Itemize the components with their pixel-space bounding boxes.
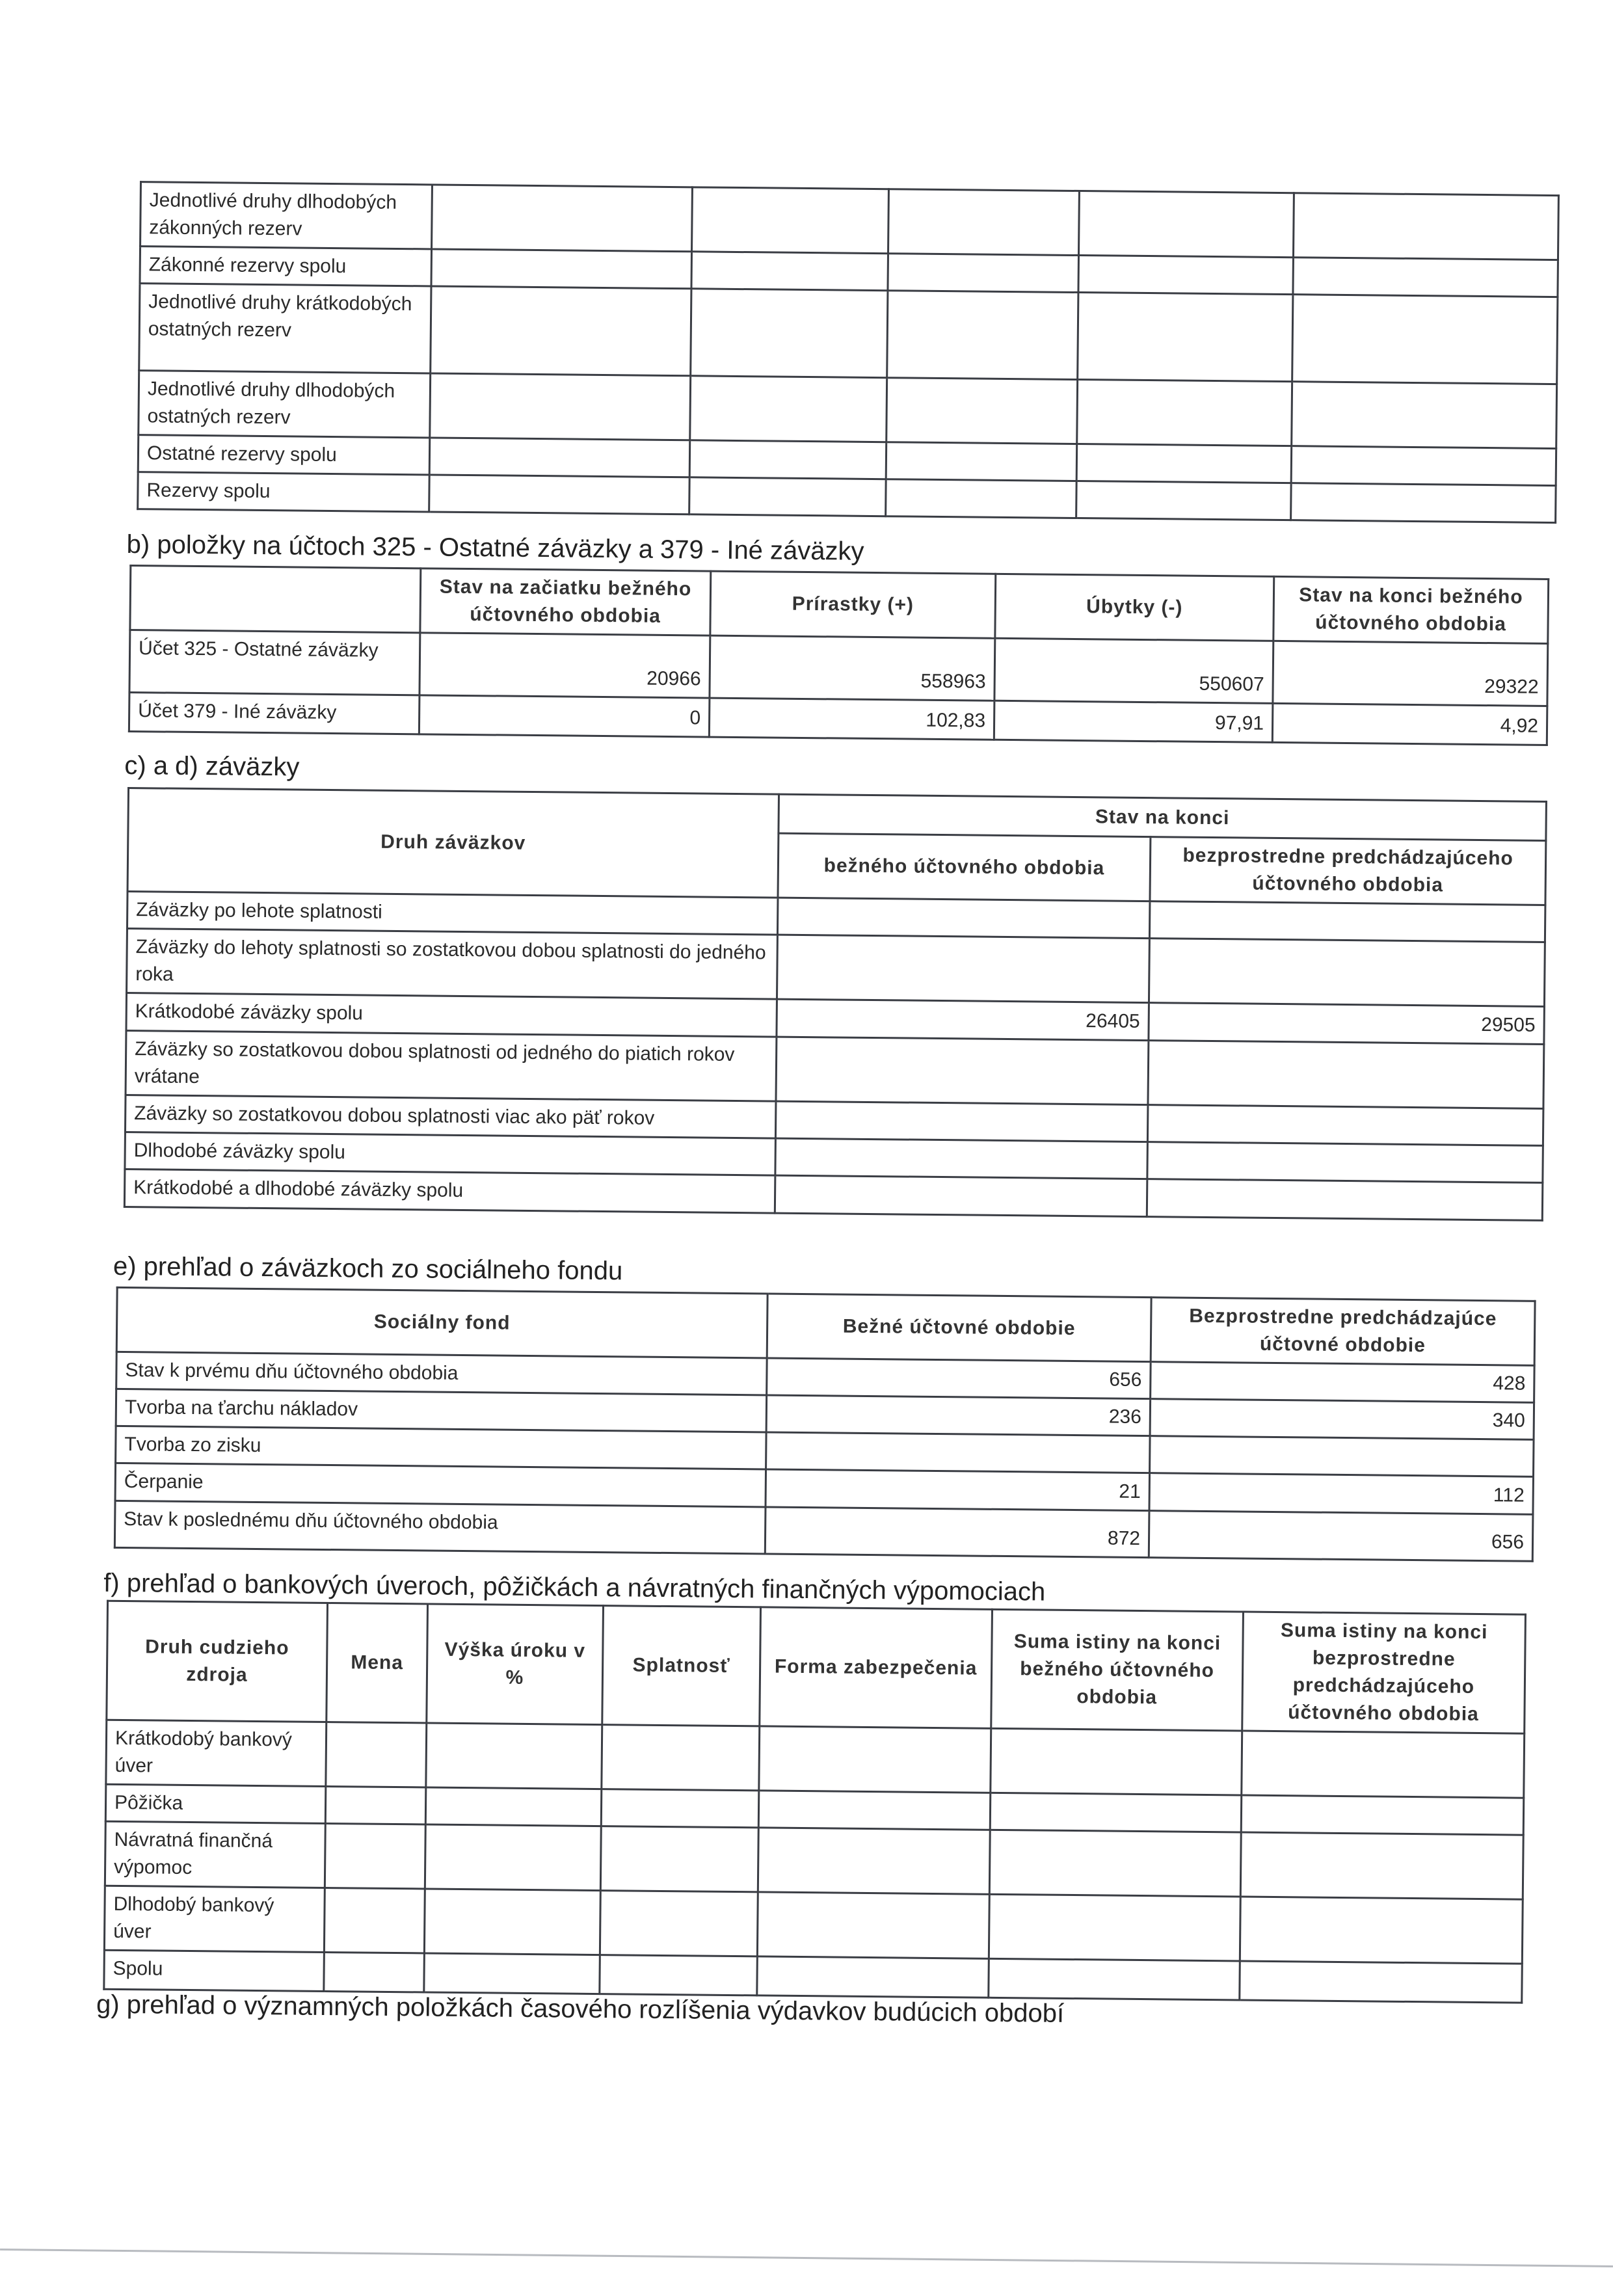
row-label: Krátkodobý bankový úver [106,1720,327,1786]
value-cell: 236 [766,1395,1151,1436]
accounts-325-379-table [128,565,1549,746]
section-b-block [128,565,1549,746]
value-cell: 550607 [994,638,1273,703]
header-liability-type: Druh záväzkov [127,788,779,898]
header-increases: Prírastky (+) [710,571,996,638]
value-cell: 26405 [777,999,1149,1040]
row-label: Dlhodobé záväzky spolu [125,1132,776,1175]
header-source-type: Druh cudzieho zdroja [107,1601,328,1722]
row-label: Jednotlivé druhy dlhodobých zákonných rezerv [140,182,433,249]
row-label: Stav k prvému dňu účtovného obdobia [116,1352,767,1395]
section-b-heading: b) položky na účtoch 325 - Ostatné záväzky a 379 - Iné záväzky [126,529,864,566]
header-decreases: Úbytky (-) [995,574,1274,641]
value-cell: 21 [766,1469,1150,1511]
header-closing-state: Stav na konci [779,794,1547,840]
header-interest-rate: Výška úroku v % [427,1604,604,1725]
row-label: Tvorba zo zisku [116,1426,767,1469]
section-f-heading: f) prehľad o bankových úveroch, pôžičkách a návratných finančných výpomociach [103,1568,1046,1607]
value-cell: 4,92 [1272,703,1547,745]
header-maturity: Splatnosť [602,1606,761,1726]
section-e-block [114,1287,1536,1562]
header-previous-period: bezprostredne predchádzajúceho účtovného obdobia [1150,837,1546,905]
reserves-table-block [137,181,1560,524]
value-cell: 872 [765,1507,1149,1558]
value-cell: 428 [1151,1362,1535,1403]
value-cell: 29505 [1149,1003,1545,1045]
table-header-row [107,1601,1526,1733]
header-collateral: Forma zabezpečenia [760,1607,993,1728]
row-label: Čerpanie [115,1463,766,1507]
value-cell: 656 [1149,1511,1533,1562]
row-label: Spolu [104,1950,325,1991]
header-opening-balance: Stav na začiatku bežného účtovného obdobia [420,568,711,635]
row-label: Tvorba na ťarchu nákladov [116,1389,767,1432]
section-cd-heading: c) a d) záväzky [124,751,300,782]
value-cell: 112 [1149,1473,1534,1515]
row-label: Záväzky po lehote splatnosti [127,892,778,935]
row-label: Záväzky do lehoty splatnosti so zostatkovou dobou splatnosti do jedného roka [127,929,778,1000]
liabilities-table [124,787,1547,1221]
header-social-fund: Sociálny fond [116,1287,767,1358]
header-current-period: Bežné účtovné obdobie [767,1294,1151,1362]
row-label: Zákonné rezervy spolu [140,247,432,286]
row-label: Krátkodobé a dlhodobé záväzky spolu [124,1169,775,1213]
value-cell: 102,83 [709,698,994,740]
header-principal-current: Suma istiny na konci bežného účtovného obdobia [991,1609,1244,1731]
value-cell: 29322 [1273,641,1548,706]
row-label: Záväzky so zostatkovou dobou splatnosti od jedného do piatich rokov vrátane [126,1031,777,1102]
value-cell: 656 [767,1358,1151,1399]
row-label: Ostatné rezervy spolu [138,435,430,475]
section-f-block [103,1600,1526,2004]
table-header-row [128,788,1546,841]
row-label: Jednotlivé druhy dlhodobých ostatných rezerv [139,371,431,438]
bank-loans-table [103,1600,1526,2004]
section-cd-block [124,787,1547,1221]
row-label: Účet 379 - Iné záväzky [129,693,420,734]
table-row [139,284,1558,384]
row-label: Záväzky so zostatkovou dobou splatnosti viac ako päť rokov [125,1095,776,1138]
row-label: Rezervy spolu [138,472,430,512]
section-e-heading: e) prehľad o záväzkoch zo sociálneho fondu [113,1251,623,1286]
row-label: Návratná finančná výpomoc [105,1821,325,1888]
value-cell: 340 [1150,1399,1534,1440]
header-previous-period: Bezprostredne predchádzajúce účtovné obdobie [1151,1298,1535,1366]
reserves-table [137,181,1560,524]
section-g-heading: g) prehľad o významných položkách časového rozlíšenia výdavkov budúcich období [96,1990,1065,2028]
value-cell: 97,91 [994,701,1273,742]
header-currency: Mena [327,1603,428,1723]
row-label: Pôžička [105,1784,326,1823]
header-current-period: bežného účtovného obdobia [778,833,1151,901]
social-fund-table [114,1287,1536,1562]
row-label: Dlhodobý bankový úver [104,1886,325,1952]
row-label: Jednotlivé druhy krátkodobých ostatných rezerv [139,284,431,373]
value-cell: 0 [419,695,710,737]
header-principal-previous: Suma istiny na konci bezprostredne predchádzajúceho účtovného obdobia [1242,1612,1526,1733]
row-label: Stav k poslednému dňu účtovného obdobia [114,1501,766,1554]
row-label: Krátkodobé záväzky spolu [126,993,777,1037]
header-closing-balance: Stav na konci bežného účtovného obdobia [1273,576,1549,643]
value-cell: 558963 [710,635,995,701]
value-cell: 20966 [420,633,710,698]
row-label: Účet 325 - Ostatné záväzky [129,630,420,695]
